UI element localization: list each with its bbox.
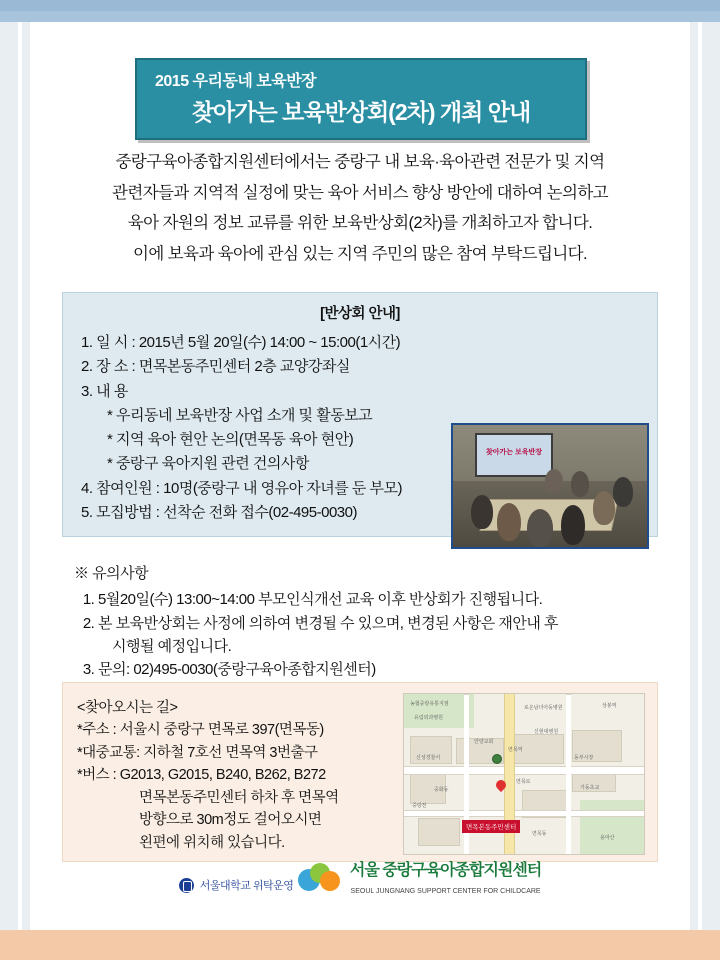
intro-line-4: 이에 보육과 육아에 관심 있는 지역 주민의 많은 참여 부탁드립니다. <box>133 244 587 263</box>
snu-logo-row <box>179 877 294 893</box>
map-green-area <box>580 800 644 854</box>
directions-bus-cont-2: 방향으로 30m정도 걸어오시면 <box>139 812 322 829</box>
snu-emblem-icon <box>179 878 194 893</box>
intro-line-3: 육아 자원의 정보 교류를 위한 보육반상회(2차)를 개최하고자 합니다. <box>127 214 593 233</box>
notes-section <box>74 562 662 681</box>
photo-person <box>571 471 589 497</box>
center-logo-icon <box>298 863 342 893</box>
meeting-info-heading: [반상회 안내] <box>320 306 400 322</box>
map-label: 중랑천 <box>412 803 427 809</box>
info-subitem: * 우리동네 보육반장 사업 소개 및 활동보고 <box>107 406 373 424</box>
map-label: 상봉역 <box>602 703 617 709</box>
map-label: 신현대병원 <box>534 729 559 735</box>
map-road-horizontal <box>404 766 644 775</box>
map-marker-label: 면목본동주민센터 <box>462 820 520 833</box>
map-block <box>418 818 460 846</box>
photo-person <box>527 509 553 547</box>
intro-line-2: 관련자들과 지역적 실정에 맞는 육아 서비스 향상 방안에 대하여 논의하고 <box>111 183 609 202</box>
directions-bus: *버스 : G2013, G2015, B240, B262, B272 <box>77 767 326 784</box>
map-label: 농협중랑유통지점 <box>410 701 449 707</box>
map-road-vertical <box>566 694 571 855</box>
note-item: 3. 문의: 02)495-0030(중랑구육아종합지원센터) <box>98 658 662 681</box>
photo-person <box>593 491 615 525</box>
directions-transit: *대중교통: 지하철 7호선 면목역 3번출구 <box>77 744 318 761</box>
logo-circle-orange <box>320 871 340 891</box>
bottom-decorative-band <box>0 930 720 960</box>
left-decorative-bar <box>0 22 30 930</box>
right-decorative-bar <box>690 22 720 930</box>
directions-bus-cont-1: 면목본동주민센터 하차 후 면목역 <box>139 789 339 806</box>
photo-person <box>471 495 493 529</box>
center-name-kr: 서울 중랑구육아종합지원센터 <box>349 862 542 879</box>
notes-heading: ※ 유의사항 <box>74 565 149 582</box>
top-decorative-band <box>0 0 720 22</box>
map-label: 가동초교 <box>580 785 600 791</box>
map-label: 면목로 <box>516 779 531 785</box>
photo-screen-caption: 찾아가는 보육반장 <box>485 449 543 456</box>
poster-title-box <box>135 58 587 140</box>
location-map-image[interactable] <box>403 693 645 855</box>
info-subitem: * 중랑구 육아지원 관련 건의사항 <box>107 455 309 473</box>
info-subitem: * 지역 육아 현안 논의(면목동 육아 현안) <box>107 431 354 449</box>
photo-person <box>613 477 633 507</box>
photo-person <box>497 503 521 541</box>
top-band-inner <box>0 0 720 11</box>
map-label: 용마산 <box>600 835 615 841</box>
map-road-horizontal <box>404 810 644 817</box>
info-item: 1. 일 시 : 2015년 5월 20일(수) 14:00 ~ 15:00(1시간) <box>81 334 401 351</box>
map-label: 면목역 <box>508 747 523 753</box>
note-item-continuation: 시행될 예정입니다. <box>112 637 232 655</box>
directions-bus-cont-3: 왼편에 위치해 있습니다. <box>139 834 285 851</box>
poster-content <box>30 22 690 912</box>
directions-box <box>62 682 658 862</box>
meeting-photo <box>451 423 649 549</box>
map-label: 로온남녀아동병원 <box>524 705 563 711</box>
map-label: 신성경찰서 <box>416 755 441 761</box>
footer-logos <box>30 857 690 898</box>
directions-address: *주소 : 서울시 중랑구 면목로 397(면목동) <box>77 722 324 739</box>
map-label: 안양교회 <box>474 739 494 745</box>
snu-logo-text: 서울대학교 위탁운영 <box>199 880 294 892</box>
center-name-en: SEOUL JUNGNANG SUPPORT CENTER FOR CHILDCARE <box>350 888 541 895</box>
map-label: 면목동 <box>532 831 547 837</box>
meeting-info-box <box>62 292 658 537</box>
info-item: 4. 참여인원 : 10명(중랑구 내 영유아 자녀를 둔 부모) <box>81 479 403 497</box>
photo-person <box>561 505 585 545</box>
info-item: 2. 장 소 : 면목본동주민센터 2층 교양강좌실 <box>81 358 350 376</box>
photo-projector-screen <box>475 433 553 477</box>
map-label: 동부시장 <box>574 755 594 761</box>
center-logo-text <box>350 857 541 898</box>
directions-heading: <찾아오시는 길> <box>77 700 178 716</box>
info-item: 3. 내 용 <box>81 382 128 400</box>
intro-line-1: 중랑구육아종합지원센터에서는 중랑구 내 보육·육아관련 전문가 및 지역 <box>115 153 605 171</box>
directions-text <box>77 697 397 854</box>
photo-person <box>545 469 563 493</box>
map-label: 중화동 <box>434 787 449 793</box>
center-logo-row <box>298 857 541 898</box>
map-subway-icon <box>492 754 502 764</box>
note-item: 1. 5월20일(수) 13:00~14:00 부모인식개선 교육 이후 반상회가 진행됩니다. <box>98 588 662 611</box>
title-subline: 2015 우리동네 보육반장 <box>155 73 317 90</box>
page-title: 찾아가는 보육반상회(2차) 개최 안내 <box>191 99 531 125</box>
info-item: 5. 모집방법 : 선착순 전화 접수(02-495-0030) <box>81 504 357 522</box>
note-item: 2. 본 보육반상회는 사정에 의하여 변경될 수 있으며, 변경된 사항은 재안내 후 <box>98 612 662 635</box>
map-label: 유림외과병원 <box>414 715 443 721</box>
intro-paragraph <box>48 147 672 269</box>
